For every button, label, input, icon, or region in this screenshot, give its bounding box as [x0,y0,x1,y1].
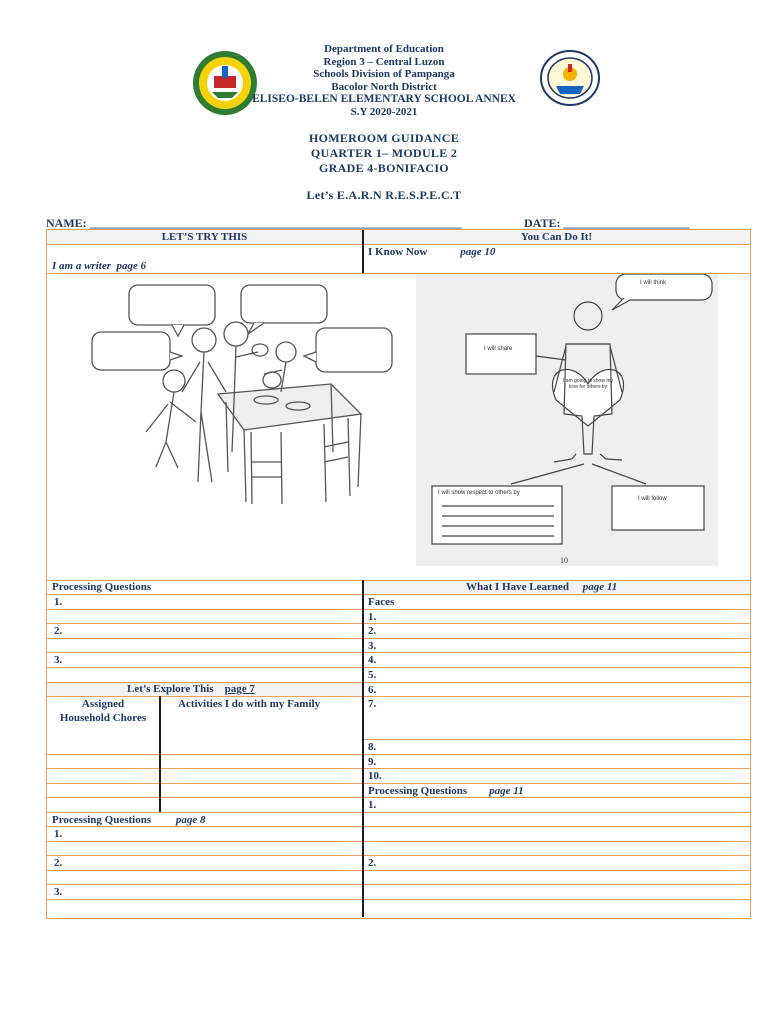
header-line: Bacolor North District [331,80,437,93]
question-number: 3. [54,886,63,898]
header-line: Department of Education [324,43,444,55]
learned-page: page 11 [582,581,618,593]
assigned-chores-column: Assigned Household Chores [59,698,147,724]
faces-label: Faces [368,596,395,608]
processing2-page: page 8 [175,814,206,826]
question-number: 3. [54,654,63,666]
name-field[interactable]: NAME: ______________________________________________________________ [46,216,462,230]
module-line: QUARTER 1– MODULE 2 [310,146,458,160]
question-number: 2. [54,857,63,869]
know-now-page: page 10 [460,246,496,258]
kid-worksheet-figure [416,274,718,566]
subtitle: Let’s E.A.R.N R.E.S.P.E.C.T [306,188,462,202]
family-activities-column: Activities I do with my Family [178,698,321,710]
header-line: Schools Division of Pampanga [313,68,455,80]
answer-number: 3. [368,640,377,652]
you-can-do-it-header: You Can Do It! [520,231,593,243]
explore-page: page 7 [224,683,255,695]
answer-number: 1. [368,799,377,811]
date-field[interactable]: DATE: _____________________ [524,216,690,230]
learned-text: What I Have Learned [466,581,569,593]
processing-right-text: Processing Questions [368,785,468,797]
explore-text: Let’s Explore This [127,683,214,695]
module-line: GRADE 4-BONIFACIO [319,161,449,175]
i-know-now-label [368,246,495,258]
i-will-follow-text: I will follow [638,496,667,502]
lets-explore-this-header [127,683,255,695]
know-now-text: I Know Now [368,246,428,258]
answer-number: 2. [368,625,377,637]
answer-number: 8. [368,741,377,753]
writer-text: I am a writer [52,260,111,272]
module-title [0,131,768,176]
module-line: HOMEROOM GUIDANCE [308,131,460,145]
header-line: ELISEO-BELEN ELEMENTARY SCHOOL ANNEX [252,93,516,105]
i-will-share-text: I will share [484,346,513,352]
header-line: S.Y 2020-2021 [350,105,418,118]
family-chores-sketch [86,282,398,514]
answer-number: 4. [368,654,377,666]
writer-page: page 6 [116,260,147,272]
i-am-a-writer-label [52,260,146,272]
what-i-have-learned-header [466,581,617,593]
answer-number: 5. [368,669,377,681]
answer-number: 7. [368,698,377,710]
question-number: 1. [54,828,63,840]
processing-questions-label: Processing Questions [52,581,152,593]
answer-number: 2. [368,857,377,869]
school-header [0,43,768,118]
answer-number: 9. [368,756,377,768]
respect-prompt-text: I will show respect to others by [438,490,520,496]
i-will-think-text: I will think [640,280,667,286]
processing2-text: Processing Questions [52,814,152,826]
answer-number: 6. [368,684,377,696]
header-line: Region 3 – Central Luzon [323,55,445,68]
answer-number: 10. [368,770,382,782]
processing-questions-right [368,785,524,797]
answer-number: 1. [368,611,377,623]
heart-prompt-text: I am going to show my love for others by [562,378,614,390]
question-number: 1. [54,596,63,608]
processing-questions-label-2 [52,814,206,826]
lets-try-this-header: LET’S TRY THIS [161,231,248,243]
question-number: 2. [54,625,63,637]
processing-right-page: page 11 [489,785,524,797]
page-number: 10 [560,556,568,565]
